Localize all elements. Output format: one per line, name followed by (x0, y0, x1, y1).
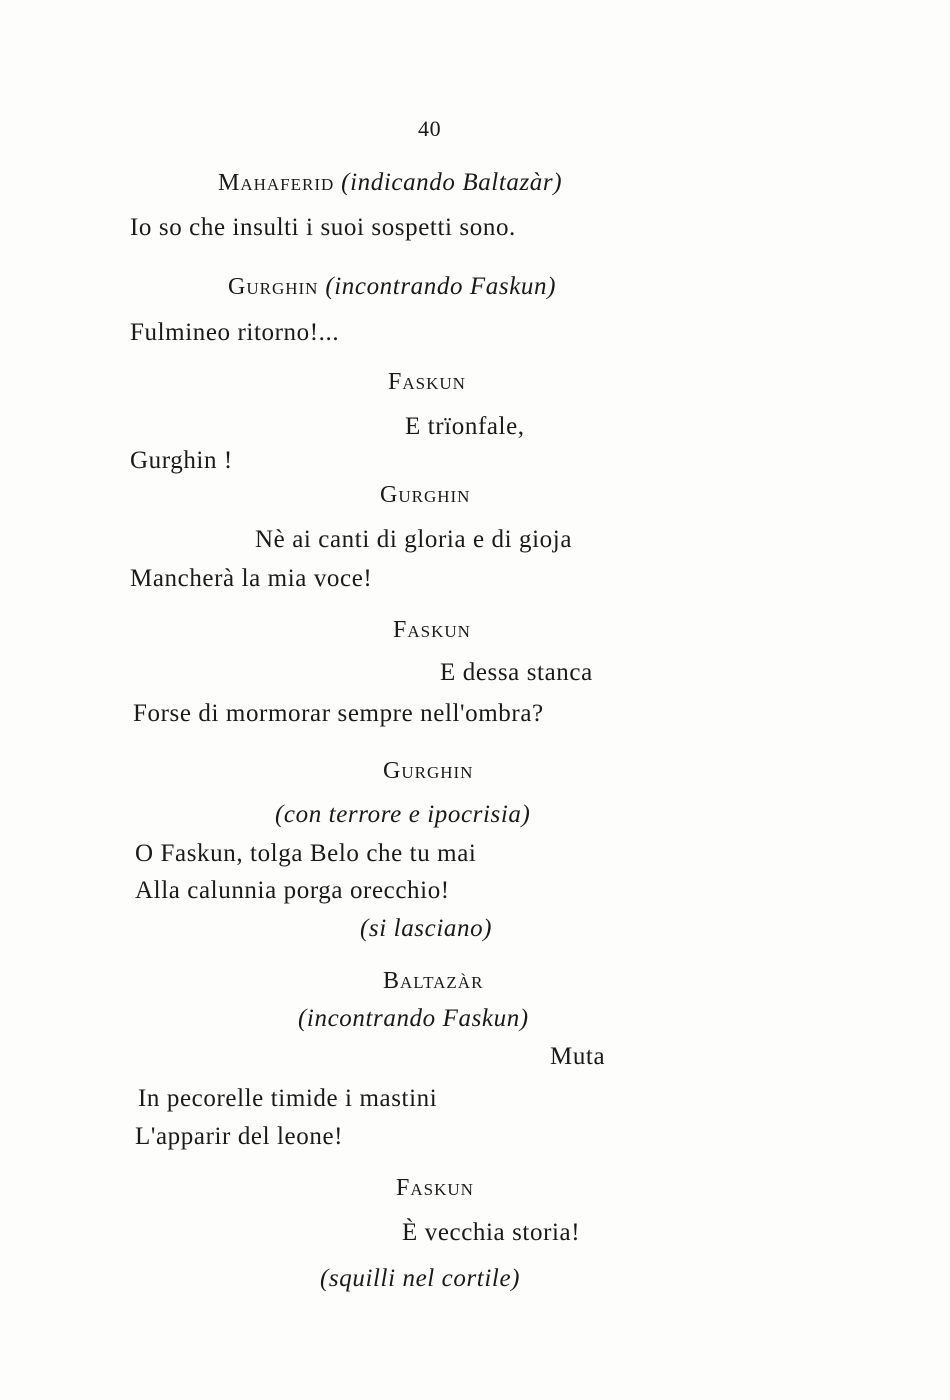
stage-direction: (incontrando Faskun) (298, 1005, 529, 1032)
stage-direction: (incontrando Faskun) (325, 273, 557, 300)
speaker-name: Faskun (388, 369, 466, 395)
verse-line: Nè ai canti di gloria e di gioja (255, 526, 573, 553)
speaker-line (218, 168, 562, 198)
page-number: 40 (418, 116, 442, 141)
speaker-name: Faskun (393, 617, 471, 643)
verse-line: E dessa stanca (440, 659, 593, 686)
speaker-name: Gurghin (383, 758, 474, 784)
verse-line: In pecorelle timide i mastini (138, 1085, 438, 1112)
stage-direction: (si lasciano) (360, 915, 493, 942)
verse-line: L'apparir del leone! (135, 1123, 344, 1150)
speaker-name: Baltazàr (383, 968, 484, 994)
verse-line: Muta (550, 1043, 606, 1070)
speaker-line (228, 272, 556, 302)
stage-direction: (indicando Baltazàr) (341, 169, 563, 196)
stage-direction: (squilli nel cortile) (320, 1265, 521, 1292)
verse-line: Fulmineo ritorno!... (130, 319, 340, 346)
speaker-name: Mahaferid (218, 170, 335, 196)
verse-line: Gurghin ! (130, 447, 233, 474)
verse-line: O Faskun, tolga Belo che tu mai (135, 840, 477, 867)
stage-direction: (con terrore e ipocrisia) (275, 801, 531, 828)
speaker-name: Gurghin (228, 274, 319, 300)
speaker-name: Gurghin (380, 482, 471, 508)
speaker-name: Faskun (396, 1175, 474, 1201)
verse-line: E trïonfale, (405, 413, 525, 440)
verse-line: Io so che insulti i suoi sospetti sono. (130, 214, 516, 241)
verse-line: Forse di mormorar sempre nell'ombra? (133, 700, 544, 727)
verse-line: Mancherà la mia voce! (130, 565, 373, 592)
verse-line: È vecchia storia! (402, 1219, 581, 1246)
verse-line: Alla calunnia porga orecchio! (135, 877, 450, 904)
